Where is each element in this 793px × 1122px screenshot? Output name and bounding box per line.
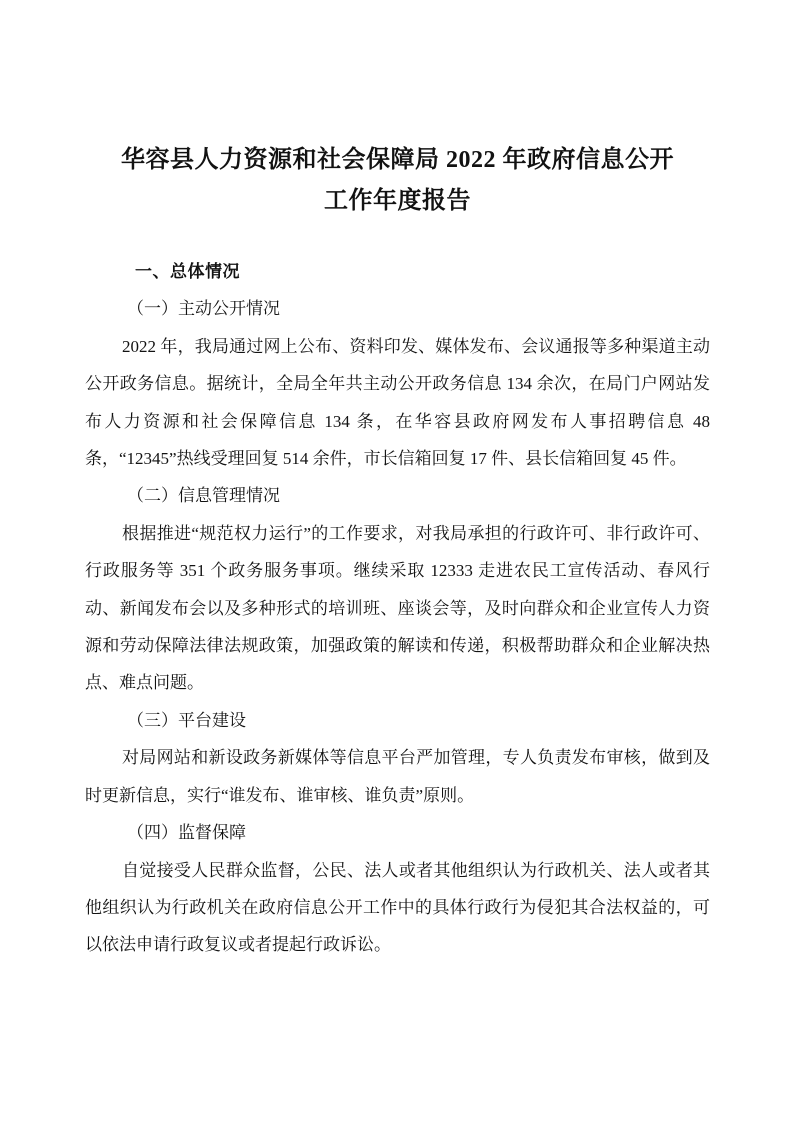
document-title-line-1: 华容县人力资源和社会保障局 2022 年政府信息公开 xyxy=(121,147,674,173)
subheading-information-management: （二）信息管理情况 xyxy=(127,486,280,506)
paragraph-proactive-disclosure: 2022 年，我局通过网上公布、资料印发、媒体发布、会议通报等多种渠道主动公开政务信息。据统计，全局全年共主动公开政务信息 134 余次，在局门户网站发布人力资源和社会保障信息 134 条，在华容县政府网发布人事招聘信息 48 条，“12345”热线受理回复 514 余件，市长信箱回复 17 件、县长信箱回复 45 件。 xyxy=(85,336,710,469)
subheading-supervision-safeguard: （四）监督保障 xyxy=(127,823,246,843)
document-content xyxy=(85,140,710,964)
section-heading-overall-situation: 一、总体情况 xyxy=(135,262,240,281)
document-title xyxy=(85,140,710,222)
paragraph-information-management: 根据推进“规范权力运行”的工作要求，对我局承担的行政许可、非行政许可、行政服务等 351 个政务服务事项。继续采取 12333 走进农民工宣传活动、春风行动、新闻发布会以及多种形式的培训班、座谈会等，及时向群众和企业宣传人力资源和劳动保障法律法规政策，加强政策的解读和传递，积极帮助群众和企业解决热点、难点问题。 xyxy=(85,523,710,693)
paragraph-supervision-safeguard: 自觉接受人民群众监督，公民、法人或者其他组织认为行政机关、法人或者其他组织认为行政机关在政府信息公开工作中的具体行政行为侵犯其合法权益的，可以依法申请行政复议或者提起行政诉讼。 xyxy=(85,860,710,955)
document-body xyxy=(85,253,710,964)
subheading-proactive-disclosure: （一）主动公开情况 xyxy=(127,299,280,319)
paragraph-platform-construction: 对局网站和新设政务新媒体等信息平台严加管理，专人负责发布审核，做到及时更新信息，实行“谁发布、谁审核、谁负责”原则。 xyxy=(85,748,710,805)
subheading-platform-construction: （三）平台建设 xyxy=(127,710,246,730)
document-title-line-2: 工作年度报告 xyxy=(324,188,471,214)
